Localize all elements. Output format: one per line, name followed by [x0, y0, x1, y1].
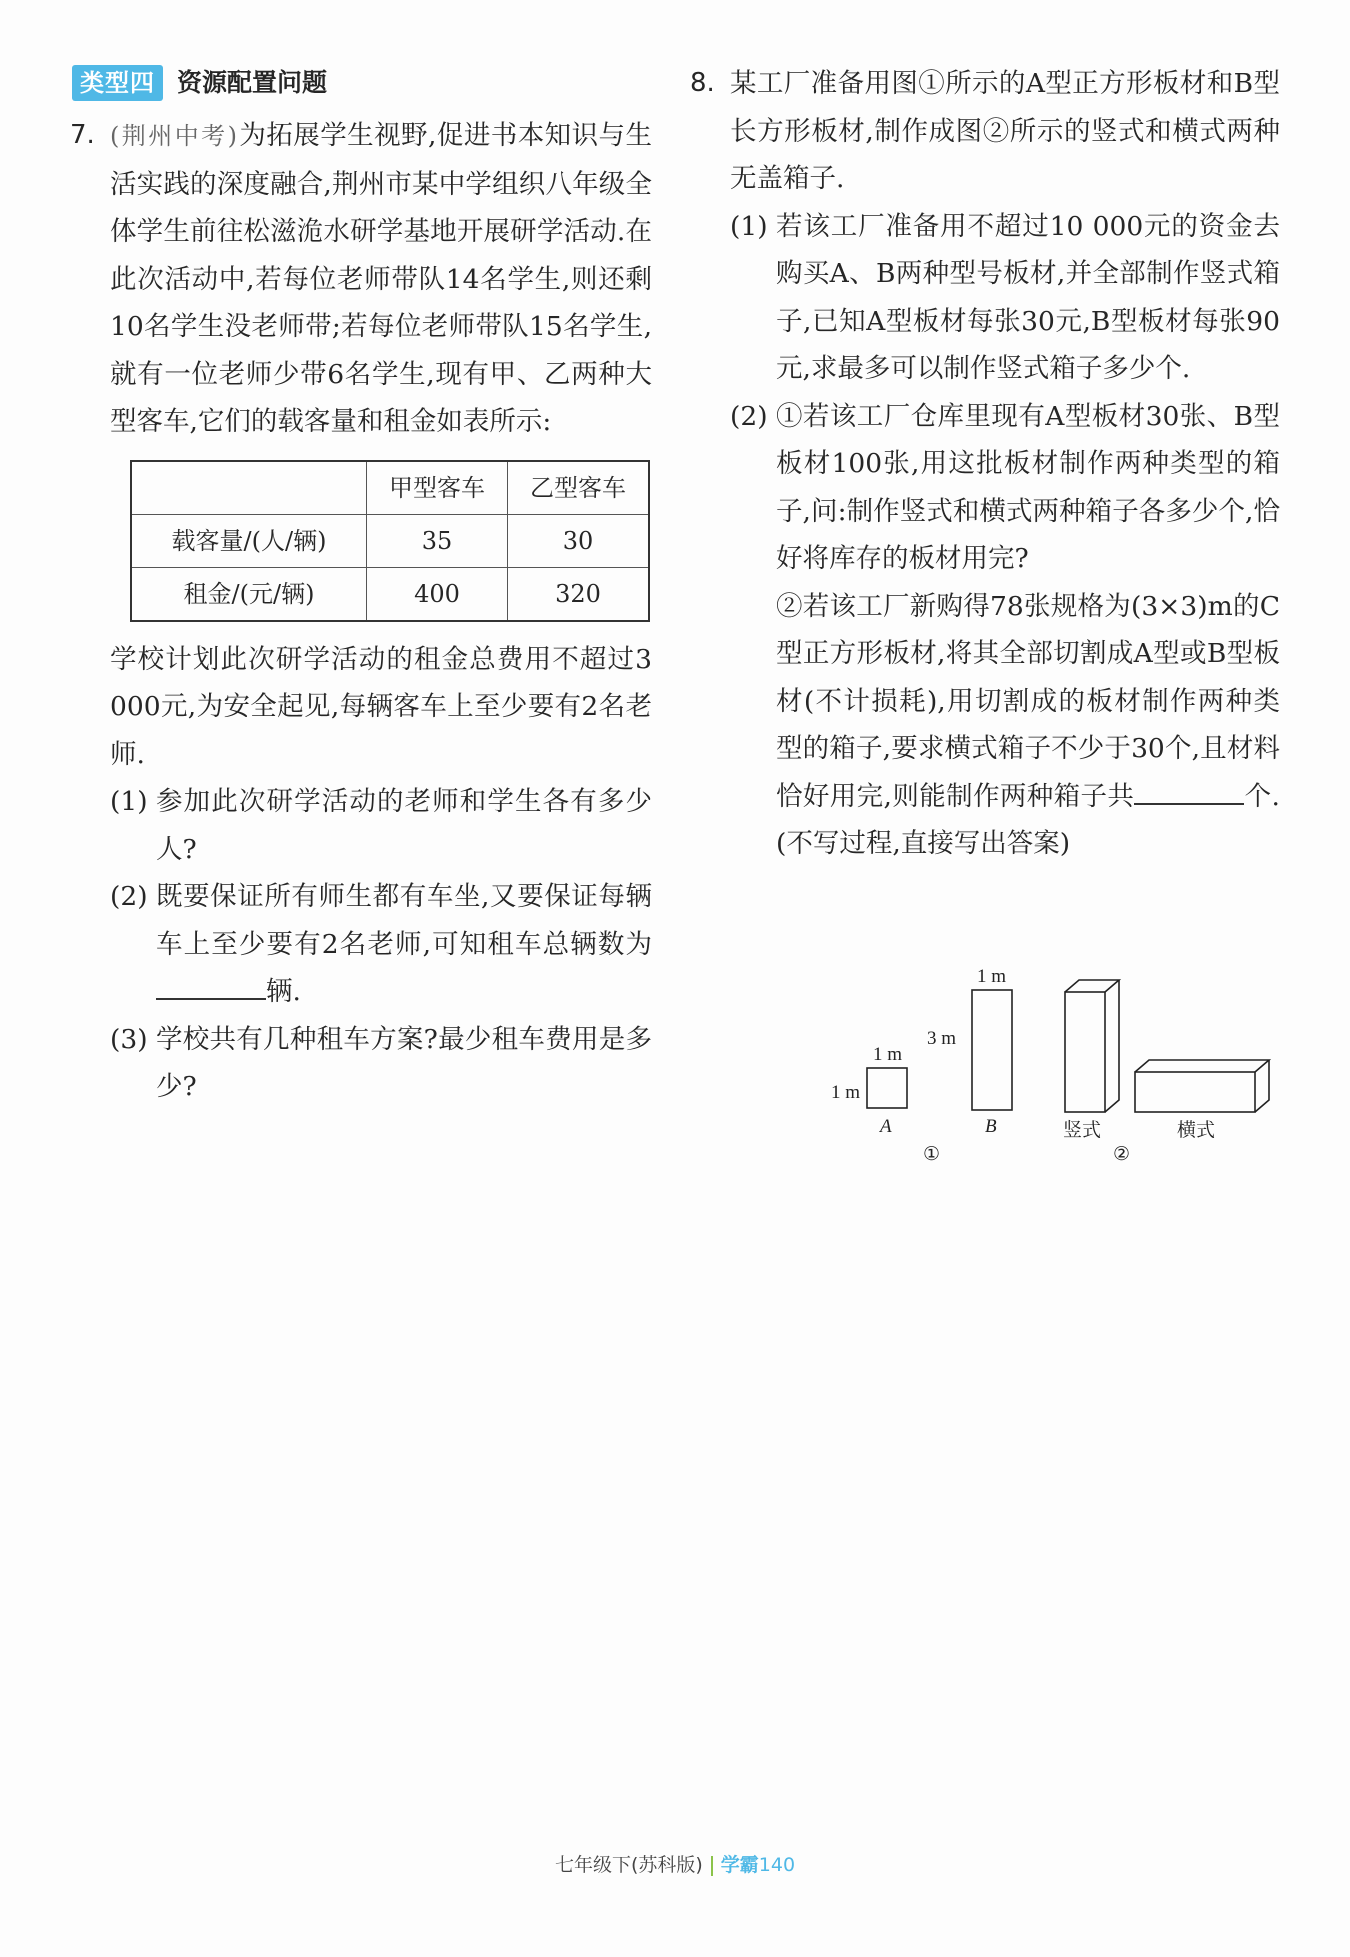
question-label: (1)	[730, 210, 768, 242]
problem-8-q2	[690, 393, 1280, 868]
problem-number: 7.	[70, 120, 95, 150]
problem-7-q2	[70, 873, 652, 1016]
board-b-rect	[972, 990, 1012, 1110]
question-label: (1)	[110, 786, 148, 817]
table-header-row	[131, 461, 649, 515]
left-column	[70, 60, 652, 1111]
problem-intro: 某工厂准备用图①所示的A型正方形板材和B型长方形板材,制作成图②所示的竖式和横式两种无盖箱子.	[730, 68, 1280, 194]
right-column	[690, 60, 1280, 868]
board-b-top-label: 1 m	[977, 966, 1007, 987]
table-header-cell	[131, 461, 367, 515]
question-text: 若该工厂准备用不超过10 000元的资金去购买A、B两种型号板材,并全部制作竖式箱子,已知A型板材每张30元,B型板材每张90元,求最多可以制作竖式箱子多少个.	[776, 210, 1280, 384]
section-header	[72, 60, 652, 106]
bus-table	[130, 460, 650, 622]
board-a-top-label: 1 m	[873, 1044, 903, 1065]
problem-text: 学校计划此次研学活动的租金总费用不超过3 000元,为安全起见,每辆客车上至少要有2名老师.	[110, 643, 652, 770]
problem-8-q1	[690, 203, 1280, 393]
question-text: ②若该工厂新购得78张规格为(3×3)m的C型正方形板材,将其全部切割成A型或B型板材(不计损耗),用切割成的板材制作两种类型的箱子,要求横式箱子不少于30个,且材料恰好用完,则能制作两种箱子共	[776, 590, 1280, 812]
table-cell: 租金/(元/辆)	[131, 567, 367, 621]
board-box-figure	[805, 960, 1285, 1180]
board-b-left-label: 3 m	[927, 1028, 957, 1049]
question-label: (3)	[110, 1023, 148, 1055]
answer-blank[interactable]	[1134, 773, 1244, 805]
problem-source: (荆州中考)	[110, 122, 239, 150]
footer-divider	[711, 1856, 713, 1876]
question-label: (2)	[730, 400, 768, 432]
footer-grade: 七年级下(苏科版)	[554, 1854, 703, 1876]
section-title: 资源配置问题	[177, 68, 328, 98]
answer-blank[interactable]	[156, 968, 266, 1000]
footer-brand: 学霸	[720, 1854, 759, 1876]
question-text: 参加此次研学活动的老师和学生各有多少人?	[156, 786, 652, 865]
section-tag: 类型四	[72, 65, 163, 101]
board-a-left-label: 1 m	[831, 1082, 861, 1103]
horizontal-box	[1135, 1060, 1269, 1112]
figure-2-label: ②	[1113, 1144, 1131, 1165]
vertical-box	[1065, 980, 1119, 1112]
question-text-tail: 辆.	[266, 976, 301, 1007]
problem-7-q3	[70, 1016, 652, 1111]
question-text: ①若该工厂仓库里现有A型板材30张、B型板材100张,用这批板材制作两种类型的箱子,问:制作竖式和横式两种箱子各多少个,恰好将库存的板材用完?	[776, 400, 1280, 574]
page-number: 140	[758, 1854, 796, 1876]
question-text-tail: 个.(不写过程,直接写出答案)	[776, 780, 1280, 859]
table-row	[131, 514, 649, 567]
table-cell: 35	[367, 514, 508, 567]
table-cell: 载客量/(人/辆)	[131, 514, 367, 567]
board-a-square	[867, 1068, 907, 1108]
problem-body	[110, 112, 652, 446]
question-text: 既要保证所有师生都有车坐,又要保证每辆车上至少要有2名老师,可知租车总辆数为	[156, 881, 652, 960]
problem-7	[70, 112, 652, 446]
board-b-name: B	[985, 1116, 997, 1137]
table-header-cell: 乙型客车	[508, 461, 650, 515]
problem-intro: 为拓展学生视野,促进书本知识与生活实践的深度融合,荆州市某中学组织八年级全体学生前往松滋洈水研学基地开展研学活动.在此次活动中,若每位老师带队14名学生,则还剩10名学生没老师带;若每位老师带队15名学生,就有一位老师少带6名学生,现有甲、乙两种大型客车,它们的载客量和租金如表所示:	[110, 120, 652, 437]
table-cell: 400	[367, 567, 508, 621]
table-cell: 320	[508, 567, 650, 621]
problem-7-q1	[70, 778, 652, 873]
problem-7-continued	[70, 636, 652, 779]
table-row	[131, 567, 649, 621]
table-header-cell: 甲型客车	[367, 461, 508, 515]
page-footer	[0, 1850, 1350, 1877]
table-cell: 30	[508, 514, 650, 567]
figure-1-label: ①	[923, 1144, 941, 1165]
question-label: (2)	[110, 881, 148, 912]
vertical-box-label: 竖式	[1063, 1120, 1102, 1141]
problem-number: 8.	[690, 68, 715, 98]
problem-8	[690, 60, 1280, 203]
question-text: 学校共有几种租车方案?最少租车费用是多少?	[156, 1023, 652, 1102]
board-a-name: A	[880, 1116, 892, 1137]
horizontal-box-label: 横式	[1177, 1120, 1216, 1141]
